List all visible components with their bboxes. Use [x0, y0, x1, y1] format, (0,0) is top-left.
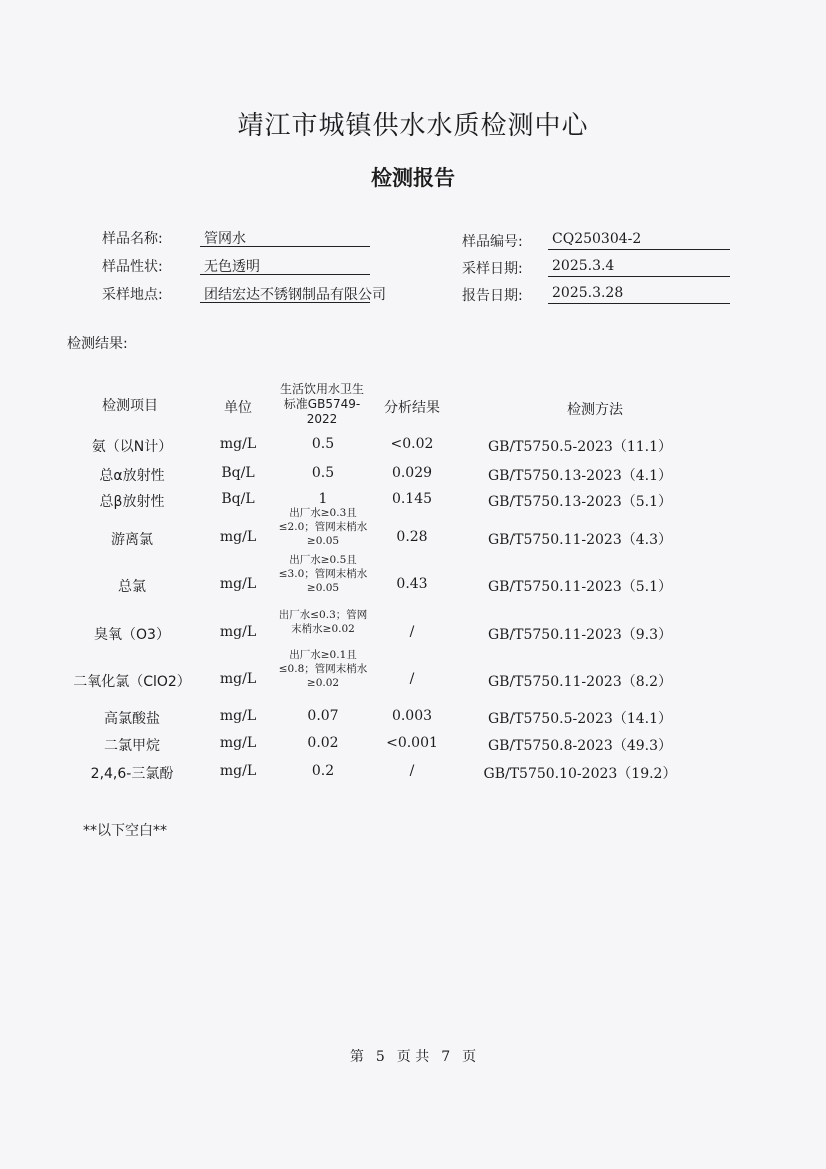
- sample-id-label: 样品编号:: [462, 234, 523, 250]
- results-section-title: 检测结果:: [67, 336, 128, 352]
- organization-title: 靖江市城镇供水水质检测中心: [237, 111, 589, 141]
- page-current: 5: [375, 1049, 385, 1065]
- report-date-label: 报告日期:: [462, 288, 523, 304]
- row-method: GB/T5750.13-2023（4.1）: [487, 468, 673, 484]
- column-header-result: 分析结果: [384, 400, 440, 416]
- sampling-date-value: 2025.3.4: [548, 258, 730, 277]
- sample-state-value: 无色透明: [200, 256, 370, 275]
- row-unit: mg/L: [219, 436, 257, 452]
- report-date-value: 2025.3.28: [548, 285, 730, 304]
- row-standard: 1: [318, 491, 328, 507]
- row-standard: 0.07: [307, 708, 339, 724]
- sampling-location-label: 采样地点:: [102, 287, 163, 303]
- page-total: 7: [441, 1049, 451, 1065]
- row-result: /: [409, 624, 415, 640]
- row-unit: Bq/L: [221, 491, 255, 507]
- sample-state-label: 样品性状:: [102, 259, 163, 275]
- sampling-location-value: 团结宏达不锈钢制品有限公司: [200, 284, 370, 303]
- row-result: 0.28: [396, 529, 428, 545]
- row-unit: mg/L: [219, 576, 257, 592]
- row-unit: mg/L: [219, 671, 257, 687]
- sampling-date-label: 采样日期:: [462, 261, 523, 277]
- sample-name-value: 管网水: [200, 228, 370, 247]
- row-method: GB/T5750.5-2023（14.1）: [487, 711, 673, 727]
- row-standard: 出厂水≥0.3且≤2.0；管网末梢水≥0.05: [278, 507, 368, 547]
- row-unit: Bq/L: [221, 465, 255, 481]
- row-result: 0.43: [396, 576, 428, 592]
- row-method: GB/T5750.11-2023（4.3）: [487, 532, 673, 548]
- row-result: /: [409, 671, 415, 687]
- row-item: 高氯酸盐: [104, 711, 160, 727]
- sample-id-value: CQ250304-2: [548, 231, 730, 250]
- column-header-item: 检测项目: [102, 398, 158, 414]
- row-method: GB/T5750.11-2023（5.1）: [487, 579, 673, 595]
- row-item: 总氯: [118, 579, 146, 595]
- row-item: 总α放射性: [99, 468, 165, 484]
- column-header-unit: 单位: [224, 400, 252, 416]
- row-unit: mg/L: [219, 624, 257, 640]
- row-unit: mg/L: [219, 763, 257, 779]
- column-header-method: 检测方法: [567, 402, 623, 418]
- row-item: 二氯甲烷: [104, 738, 160, 754]
- row-result: 0.145: [391, 491, 433, 507]
- column-header-standard: 生活饮用水卫生标准GB5749-2022: [279, 382, 364, 426]
- row-standard: 0.5: [311, 465, 335, 481]
- row-result: /: [409, 763, 415, 779]
- row-standard: 出厂水≥0.5且≤3.0；管网末梢水≥0.05: [278, 554, 368, 594]
- row-method: GB/T5750.8-2023（49.3）: [487, 738, 673, 754]
- row-standard: 0.2: [311, 763, 335, 779]
- row-standard: 0.5: [311, 436, 335, 452]
- row-item: 游离氯: [111, 532, 153, 548]
- row-method: GB/T5750.11-2023（9.3）: [487, 627, 673, 643]
- row-standard: 出厂水≤0.3；管网末梢水≥0.02: [278, 609, 368, 635]
- blank-below-note: **以下空白**: [83, 823, 167, 839]
- sample-name-label: 样品名称:: [102, 231, 163, 247]
- row-item: 氨（以N计）: [91, 439, 173, 455]
- row-result: 0.003: [391, 708, 433, 724]
- row-unit: mg/L: [219, 708, 257, 724]
- row-item: 二氧化氯（ClO2）: [73, 674, 191, 690]
- row-method: GB/T5750.11-2023（8.2）: [487, 674, 673, 690]
- page-prefix: 第: [349, 1049, 364, 1065]
- row-item: 2,4,6-三氯酚: [90, 766, 174, 782]
- row-method: GB/T5750.10-2023（19.2）: [483, 766, 677, 782]
- row-item: 总β放射性: [99, 494, 165, 510]
- row-standard: 0.02: [307, 735, 339, 751]
- row-unit: mg/L: [219, 529, 257, 545]
- report-title: 检测报告: [371, 166, 455, 190]
- row-method: GB/T5750.5-2023（11.1）: [487, 439, 673, 455]
- row-result: 0.029: [391, 465, 433, 481]
- row-result: <0.02: [390, 436, 434, 452]
- row-method: GB/T5750.13-2023（5.1）: [487, 494, 673, 510]
- page-suffix: 页: [462, 1049, 477, 1065]
- page-number: [0, 1046, 826, 1066]
- row-unit: mg/L: [219, 735, 257, 751]
- row-result: <0.001: [386, 735, 438, 751]
- row-item: 臭氧（O3）: [94, 627, 170, 643]
- page-mid: 页 共: [396, 1049, 430, 1065]
- row-standard: 出厂水≥0.1且≤0.8；管网末梢水≥0.02: [278, 649, 368, 689]
